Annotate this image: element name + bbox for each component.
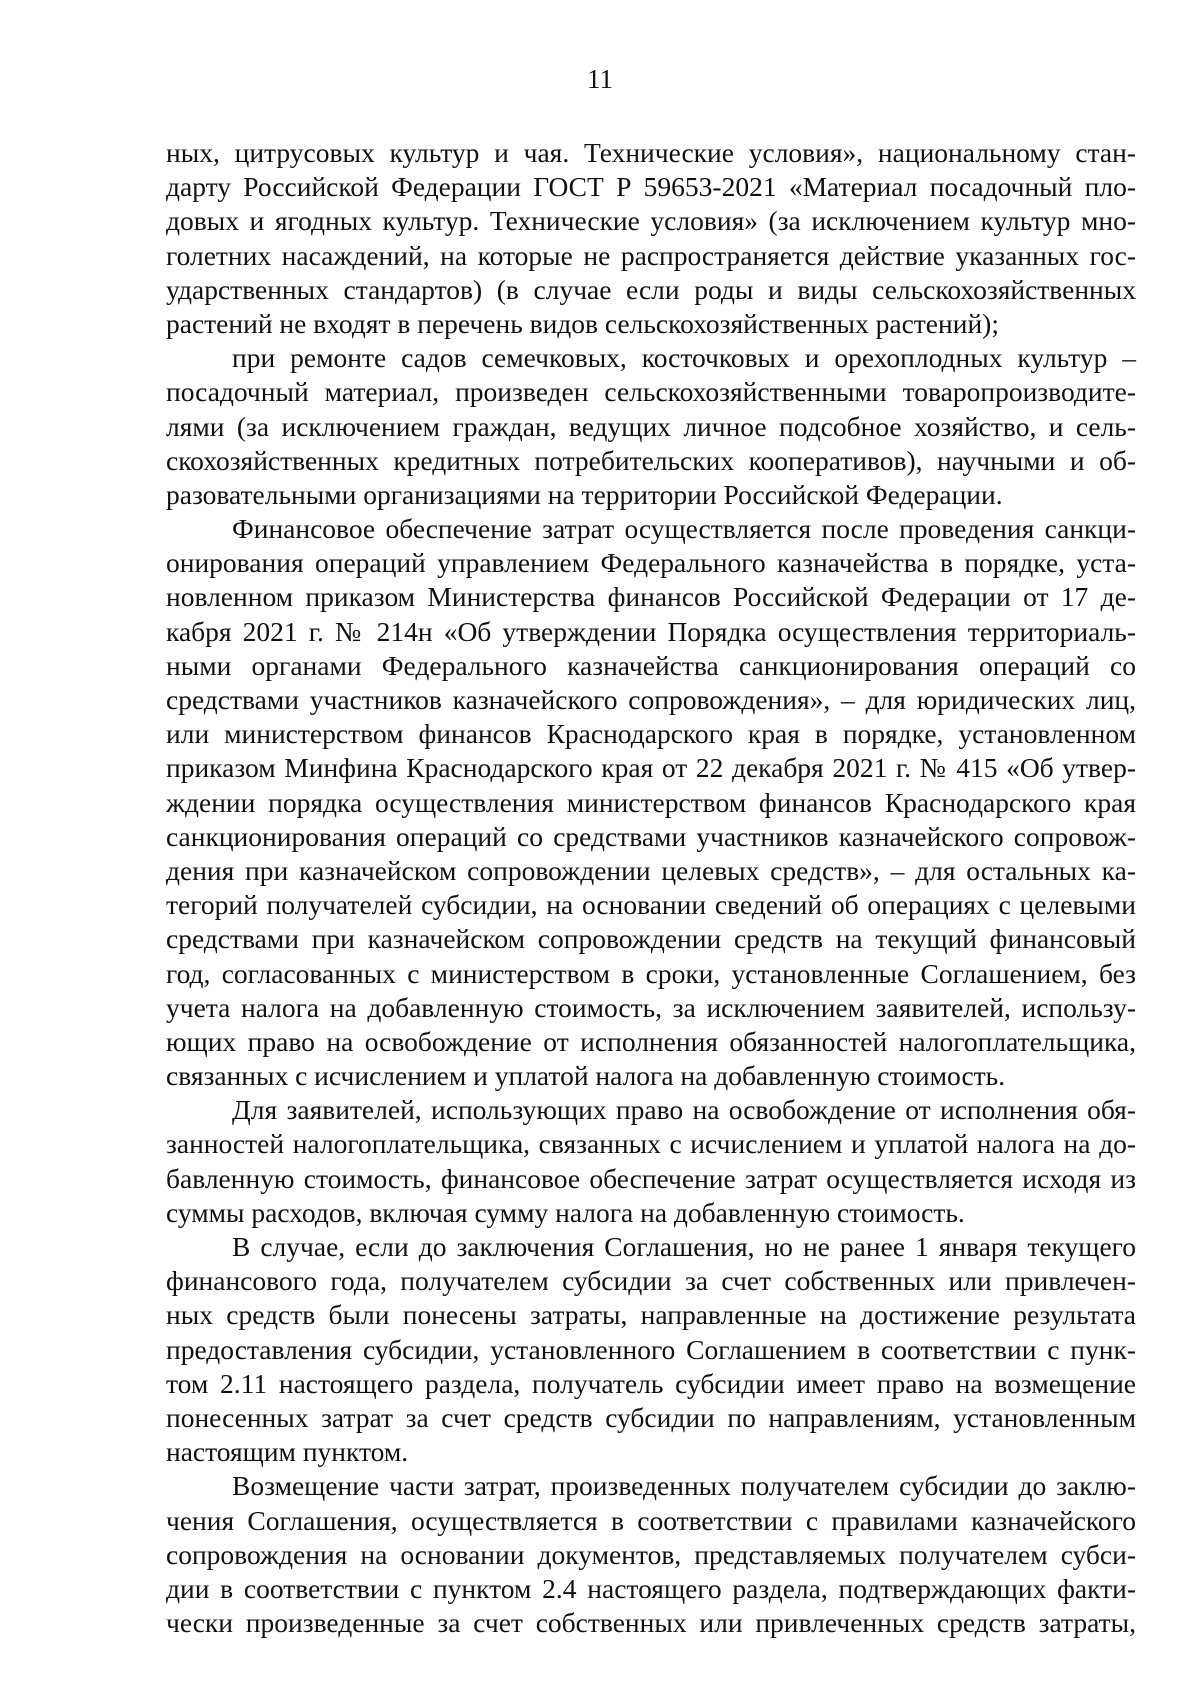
text-line: суммы расходов, включая сумму налога на добавленную стоимость. <box>166 1196 965 1228</box>
text-line: предоставления субсидии, установленного Соглашением в соответствии с пунк- <box>166 1333 1136 1365</box>
text-line: или министерством финансов Краснодарского края в порядке, установленном <box>166 718 1136 750</box>
text-line: бавленную стоимость, финансовое обеспечение затрат осуществляется исходя из <box>166 1162 1136 1194</box>
text-line: довых и ягодных культур. Технические условия» (за исключением культур мно- <box>166 205 1136 237</box>
text-line: дии в соответствии с пунктом 2.4 настоящего раздела, подтверждающих факти- <box>166 1572 1136 1604</box>
text-line: кабря 2021 г. № 214н «Об утверждении Порядка осуществления территориаль- <box>166 615 1136 647</box>
text-line: ными органами Федерального казначейства санкционирования операций со <box>166 649 1136 681</box>
text-line: ударственных стандартов) (в случае если роды и виды сельскохозяйственных <box>166 273 1136 305</box>
text-line: ющих право на освобождение от исполнения обязанностей налогоплательщика, <box>166 1025 1136 1057</box>
text-line: чения Соглашения, осуществляется в соответствии с правилами казначейского <box>166 1504 1136 1536</box>
paragraph <box>166 1469 1136 1640</box>
text-line: ных средств были понесены затраты, направленные на достижение результата <box>166 1299 1136 1331</box>
text-line: скохозяйственных кредитных потребительских кооперативов), научными и об- <box>166 444 1136 476</box>
text-line: разовательными организациями на территории Российской Федерации. <box>166 478 1003 510</box>
text-line: средствами при казначейском сопровождении средств на текущий финансовый <box>166 923 1136 955</box>
text-line: связанных с исчислением и уплатой налога на добавленную стоимость. <box>166 1060 1006 1092</box>
text-line: ждении порядка осуществления министерством финансов Краснодарского края <box>166 786 1136 818</box>
text-line: понесенных затрат за счет средств субсидии по направлениям, установленным <box>166 1401 1136 1433</box>
text-line: ных, цитрусовых культур и чая. Технические условия», национальному стан- <box>166 137 1136 168</box>
text-line: чески произведенные за счет собственных или привлеченных средств затраты, <box>166 1607 1136 1639</box>
text-line: растений не входят в перечень видов сельскохозяйственных растений); <box>166 307 999 339</box>
text-line: голетних насаждений, на которые не распространяется действие указанных гос- <box>166 239 1136 271</box>
text-line: В случае, если до заключения Соглашения, но не ранее 1 января текущего <box>232 1231 1136 1262</box>
text-line: лями (за исключением граждан, ведущих личное подсобное хозяйство, и сель- <box>166 410 1136 442</box>
paragraph <box>166 136 1136 341</box>
text-line: настоящим пунктом. <box>166 1436 409 1468</box>
text-line: том 2.11 настоящего раздела, получатель субсидии имеет право на возмещение <box>166 1367 1136 1399</box>
text-line: санкционирования операций со средствами участников казначейского сопровож- <box>166 820 1136 852</box>
text-line: посадочный материал, произведен сельскохозяйственными товаропроизводите- <box>166 376 1136 408</box>
text-line: год, согласованных с министерством в сроки, установленные Соглашением, без <box>166 957 1136 989</box>
paragraph <box>166 341 1136 512</box>
text-line: онирования операций управлением Федерального казначейства в порядке, уста- <box>166 547 1136 579</box>
paragraph <box>166 512 1136 1093</box>
text-line: приказом Минфина Краснодарского края от 22 декабря 2021 г. № 415 «Об утвер- <box>166 752 1136 784</box>
text-line: новленном приказом Министерства финансов Российской Федерации от 17 де- <box>166 581 1136 613</box>
text-line: средствами участников казначейского сопровождения», – для юридических лиц, <box>166 684 1136 715</box>
text-line: тегорий получателей субсидии, на основании сведений об операциях с целевыми <box>166 889 1136 921</box>
document-body <box>166 136 1136 1640</box>
text-line: занностей налогоплательщика, связанных с исчислением и уплатой налога на до- <box>166 1128 1136 1160</box>
text-line: дения при казначейском сопровождении целевых средств», – для остальных ка- <box>166 854 1136 886</box>
text-line: Для заявителей, использующих право на освобождение от исполнения обя- <box>232 1094 1136 1126</box>
text-line: дарту Российской Федерации ГОСТ Р 59653-2021 «Материал посадочный пло- <box>166 171 1136 203</box>
text-line: сопровождения на основании документов, представляемых получателем субси- <box>166 1538 1136 1570</box>
text-line: Возмещение части затрат, произведенных получателем субсидии до заклю- <box>232 1470 1136 1502</box>
paragraph <box>166 1230 1136 1469</box>
text-line: финансового года, получателем субсидии за счет собственных или привлечен- <box>166 1265 1136 1297</box>
page-number: 11 <box>587 64 613 94</box>
text-line: Финансовое обеспечение затрат осуществляется после проведения санкци- <box>232 513 1136 545</box>
text-line: при ремонте садов семечковых, косточковых и орехоплодных культур – <box>232 342 1136 374</box>
text-line: учета налога на добавленную стоимость, за исключением заявителей, использу- <box>166 991 1136 1023</box>
paragraph <box>166 1093 1136 1230</box>
